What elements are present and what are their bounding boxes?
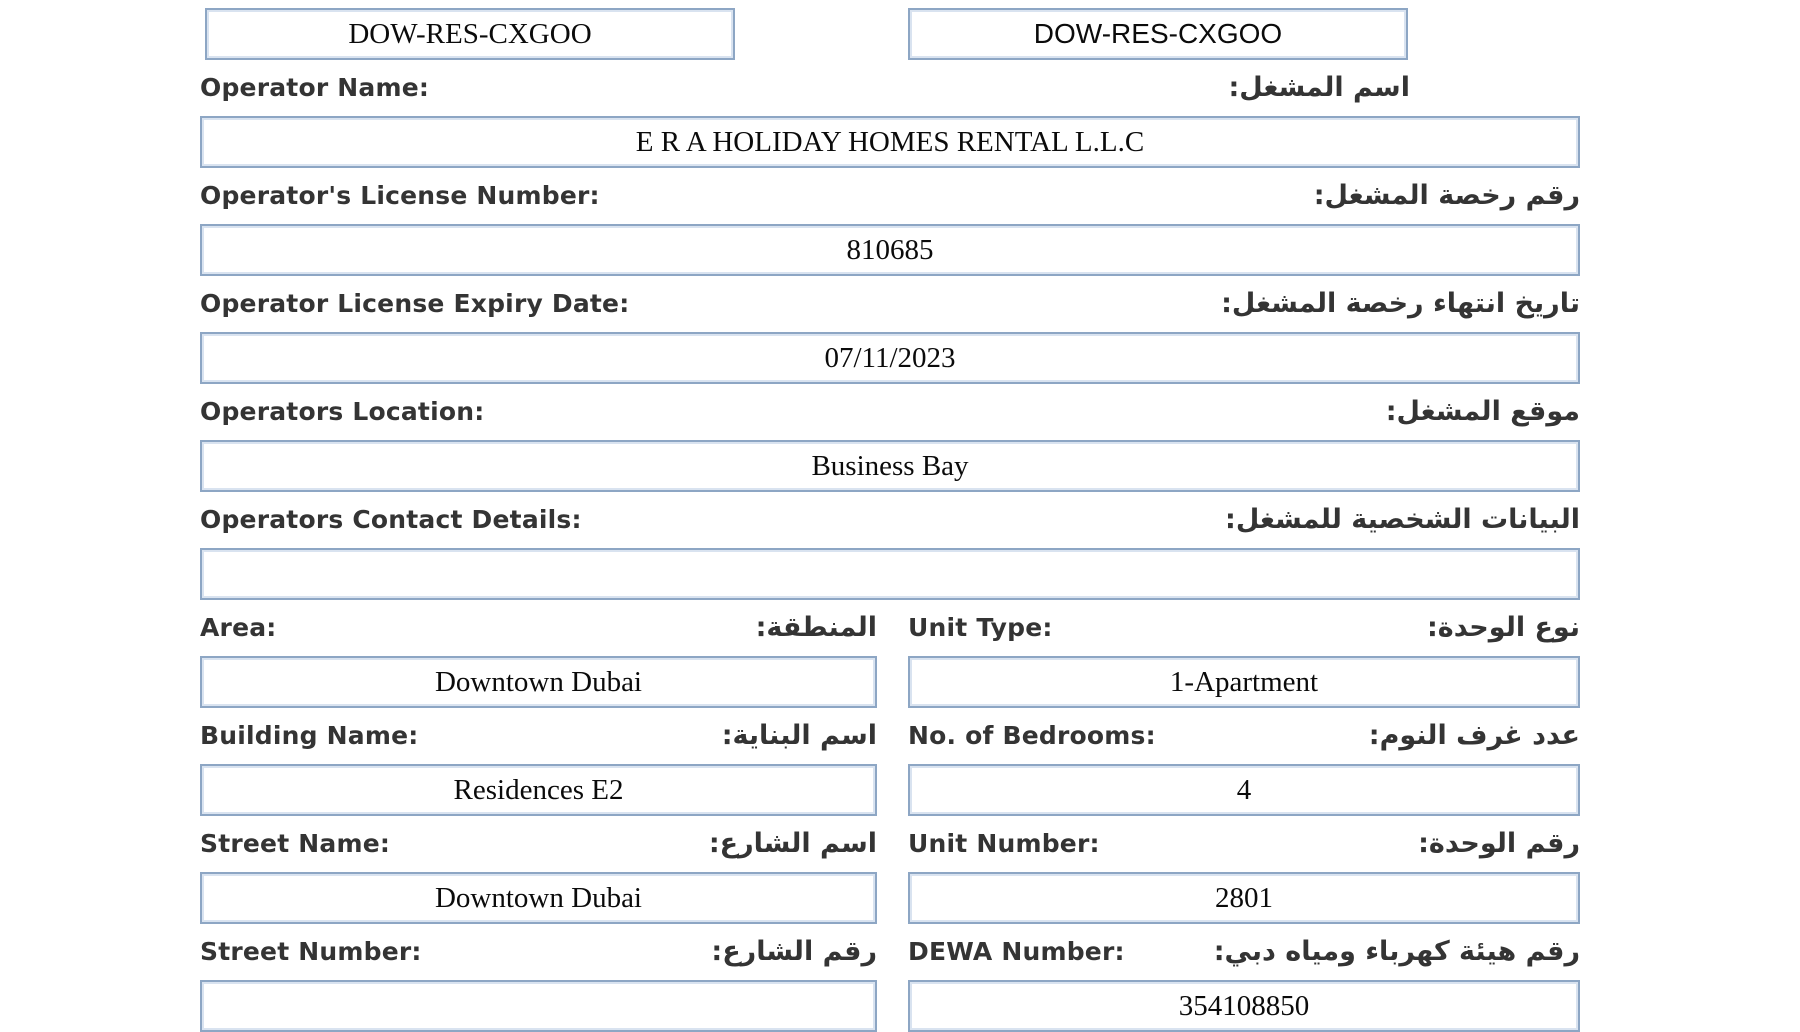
street-name-input[interactable] [200,872,877,924]
operator-license-expiry-input[interactable] [200,332,1580,384]
operators-contact-details-input[interactable] [200,548,1580,600]
area-input[interactable] [200,656,877,708]
operator-license-expiry-label-ar: تاريخ انتهاء رخصة المشغل: [1221,288,1580,319]
operator-name-label-ar: اسم المشغل: [1228,72,1410,103]
permit-code-box-right[interactable] [908,8,1408,60]
dewa-number-label-en: DEWA Number: [908,937,1125,966]
street-name-label-ar: اسم الشارع: [708,828,877,859]
operator-license-number-value: 810685 [846,233,934,266]
unit-type-value: 1-Apartment [1169,665,1319,698]
street-number-label-en: Street Number: [200,937,422,966]
operator-license-expiry-label-en: Operator License Expiry Date: [200,289,630,318]
street-number-labels [200,936,877,967]
area-unit-type-row [200,600,1580,708]
operators-location-labels [200,396,1580,427]
dewa-number-labels [908,936,1580,967]
no-of-bedrooms-label-ar: عدد غرف النوم: [1368,720,1580,751]
permit-code-row [200,8,1580,60]
building-name-input[interactable] [200,764,877,816]
unit-type-input[interactable] [908,656,1580,708]
street-name-label-en: Street Name: [200,829,391,858]
operator-name-value: E R A HOLIDAY HOMES RENTAL L.L.C [635,125,1145,158]
dewa-number-input[interactable] [908,980,1580,1032]
street-name-value: Downtown Dubai [434,881,642,914]
building-name-label-en: Building Name: [200,721,419,750]
area-labels [200,612,877,643]
building-name-value: Residences E2 [453,773,624,806]
operator-name-labels [200,72,1580,103]
no-of-bedrooms-label-en: No. of Bedrooms: [908,721,1156,750]
area-label-ar: المنطقة: [755,612,877,643]
operator-license-number-labels [200,180,1580,211]
operator-license-expiry-labels [200,288,1580,319]
unit-number-label-ar: رقم الوحدة: [1418,828,1580,859]
operators-contact-details-label-en: Operators Contact Details: [200,505,582,534]
permit-code-left-value: DOW-RES-CXGOO [348,17,592,50]
street-number-label-ar: رقم الشارع: [711,936,877,967]
operators-location-input[interactable] [200,440,1580,492]
operators-contact-details-label-ar: البيانات الشخصية للمشغل: [1225,504,1580,535]
operator-license-expiry-value: 07/11/2023 [824,341,956,374]
no-of-bedrooms-value: 4 [1236,773,1252,806]
street-number-input[interactable] [200,980,877,1032]
area-value: Downtown Dubai [434,665,642,698]
dewa-number-value: 354108850 [1178,989,1310,1022]
operator-name-input[interactable] [200,116,1580,168]
no-of-bedrooms-input[interactable] [908,764,1580,816]
street-number-dewa-row [200,924,1580,1032]
operator-license-number-input[interactable] [200,224,1580,276]
operators-contact-details-labels [200,504,1580,535]
operator-license-number-label-en: Operator's License Number: [200,181,600,210]
dewa-number-label-ar: رقم هيئة كهرباء ومياه دبي: [1213,936,1580,967]
area-label-en: Area: [200,613,277,642]
unit-type-labels [908,612,1580,643]
operators-location-value: Business Bay [811,449,969,482]
street-unit-number-row [200,816,1580,924]
no-of-bedrooms-labels [908,720,1580,751]
unit-number-input[interactable] [908,872,1580,924]
building-name-labels [200,720,877,751]
unit-number-labels [908,828,1580,859]
unit-type-label-en: Unit Type: [908,613,1053,642]
operators-location-label-en: Operators Location: [200,397,485,426]
permit-code-box-left[interactable] [205,8,735,60]
holiday-home-permit-form [200,0,1580,1032]
unit-type-label-ar: نوع الوحدة: [1426,612,1580,643]
unit-number-value: 2801 [1215,881,1273,914]
street-name-labels [200,828,877,859]
unit-number-label-en: Unit Number: [908,829,1100,858]
building-name-label-ar: اسم البناية: [721,720,877,751]
operator-name-label-en: Operator Name: [200,73,430,102]
building-bedrooms-row [200,708,1580,816]
operators-location-label-ar: موقع المشغل: [1385,396,1580,427]
permit-code-right-value: DOW-RES-CXGOO [1033,18,1283,49]
operator-license-number-label-ar: رقم رخصة المشغل: [1313,180,1580,211]
